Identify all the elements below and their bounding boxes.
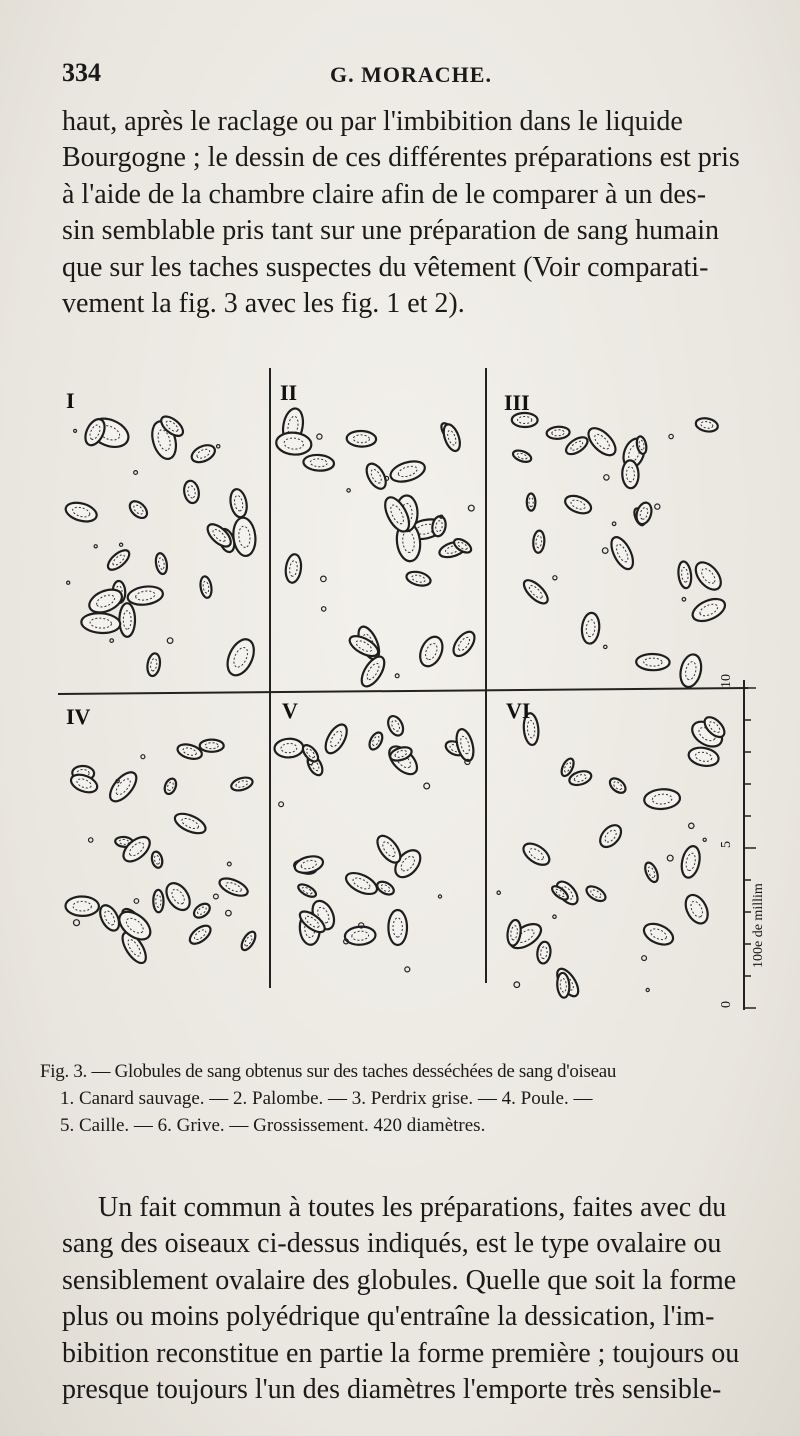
blood-cell [691,558,726,594]
page-header [62,58,752,98]
blood-cell [563,492,594,516]
blood-cell [217,875,250,899]
blood-cell [239,929,258,952]
text-line: que sur les taches suspectes du vêtement (Voir comparati- [62,251,709,283]
blood-cell [275,431,312,456]
blood-cell [527,493,536,510]
text-line: sin semblable pris tant sur une préparation de sang humain [62,215,720,247]
cell-fragment [227,862,231,866]
blood-cell [127,498,151,521]
blood-cell [65,896,99,916]
blood-cell [581,612,601,644]
blood-cell [416,633,447,669]
blood-cell [689,595,728,626]
blood-cell [343,869,380,899]
blood-cell [367,730,385,751]
blood-cell [643,861,661,884]
divider-horizontal [58,688,748,694]
cell-fragment [217,445,220,448]
cell-fragment [703,838,706,841]
blood-cell [520,839,553,869]
cell-fragment [424,783,430,789]
blood-cell [153,890,164,913]
text-line: à l'aide de la chambre claire afin de le comparer à un des- [62,178,707,210]
blood-cell [232,517,258,557]
cell-fragment [682,598,686,602]
scale-tick-5: 5 [719,841,734,848]
caption-line: 1. Canard sauvage. — 2. Palombe. — 3. Perdrix grise. — 4. Poule. — [60,1088,593,1109]
panel-label-4: IV [66,704,91,729]
blood-cell [634,501,654,526]
blood-cell [441,422,463,453]
blood-cell [607,776,628,796]
blood-cell [154,552,168,575]
blood-cell [182,480,200,505]
text-line: plus ou moins polyédrique qu'entraîne la dessication, l'im- [62,1301,715,1333]
text-line: bibition reconstitue en partie la forme première ; toujours ou [62,1337,740,1369]
blood-cell [695,416,719,433]
cell-fragment [94,545,97,548]
cell-fragment [646,988,649,991]
blood-cell [563,434,590,458]
cell-fragment [497,891,500,894]
paragraph-bottom [62,1190,742,1408]
blood-cell [556,973,570,999]
blood-cell [546,426,570,440]
blood-cell [293,854,325,876]
cell-fragment [110,639,114,643]
cell-drawings [64,407,729,1000]
blood-cell [357,653,389,690]
text-line: sensiblement ovalaire des globules. Quelle que soit la forme [62,1264,737,1296]
blood-cell [449,628,478,660]
cell-fragment [602,548,608,554]
cell-fragment [405,967,410,972]
cell-fragment [89,838,93,842]
blood-cell [172,810,208,837]
blood-cell [200,740,224,752]
scale-tick-0: 0 [719,1001,734,1008]
blood-cell [300,742,321,764]
blood-cell [163,777,179,796]
cell-fragment [120,543,123,546]
cell-fragment [514,982,520,988]
cell-fragment [322,607,326,611]
blood-cell [191,901,212,921]
cell-fragment [667,855,673,861]
blood-cell [69,771,100,795]
text-line: Un fait commun à toutes les préparations, faites avec du [98,1192,727,1223]
cell-fragment [553,915,556,918]
blood-cell [687,745,720,768]
blood-cell [584,424,620,460]
micrometer-scale [719,674,766,1010]
blood-cell [146,652,162,676]
cell-fragment [468,505,474,511]
text-line: haut, après le raclage ou par l'imbibition dans le liquide [62,106,683,137]
blood-cell [321,721,351,757]
blood-cell [641,920,676,949]
cell-fragment [317,434,322,439]
blood-cell [511,448,532,464]
blood-cell [375,879,396,897]
text-line: Bourgogne ; le dessin de ces différentes préparations est pris [62,142,740,174]
cell-fragment [604,645,607,648]
blood-cell [681,891,712,927]
scale-tick-10: 10 [719,674,734,688]
blood-cell [679,844,702,879]
blood-cell [636,654,670,671]
panel-label-3: III [504,390,530,415]
blood-cell [64,499,99,524]
blood-cell [405,570,432,588]
blood-cell [385,714,406,738]
cell-fragment [134,471,138,475]
text-line: sang des oiseaux ci-dessus indiqués, est le type ovalaire ou [62,1228,722,1260]
cell-fragment [689,823,694,828]
blood-cell [230,775,254,793]
blood-cell [677,652,704,689]
blood-cell [189,442,218,466]
blood-cell [346,430,376,447]
blood-cell [303,454,335,472]
blood-cell [284,553,302,583]
panel-label-6: VI [506,698,531,723]
blood-cell [119,603,135,637]
cell-fragment [141,755,145,759]
cell-fragment [395,674,399,678]
panel-label-5: V [282,698,298,723]
cell-fragment [655,504,660,509]
blood-cell [228,488,249,519]
blood-cell [274,738,304,758]
cell-fragment [612,522,616,526]
blood-cell [81,612,121,634]
blood-cell [373,832,405,867]
cell-fragment [669,434,673,438]
text-line: vement la fig. 3 avec les fig. 1 et 2). [62,288,465,320]
panel-label-1: I [66,388,75,413]
figure-caption [40,1058,780,1139]
blood-cell [607,534,637,572]
running-head: G. MORACHE. [330,62,492,87]
paragraph-top [62,104,742,322]
cell-fragment [604,475,609,480]
cell-fragment [347,489,350,492]
cell-fragment [438,895,441,898]
blood-cell [199,576,213,599]
blood-cell [596,821,625,851]
panel-label-2: II [280,380,298,405]
blood-cell [222,635,259,679]
blood-cell [677,561,693,589]
cell-fragment [74,920,80,926]
cell-fragment [321,576,327,582]
cell-fragment [74,429,77,432]
caption-line: 5. Caille. — 6. Grive. — Grossissement. 420 diamètres. [60,1115,486,1136]
cell-fragment [167,638,173,644]
cell-fragment [214,894,219,899]
text-line: presque toujours l'un des diamètres l'emporte très sensible- [62,1374,722,1406]
figure-blood-cells [58,368,770,1028]
caption-line: Fig. 3. — Globules de sang obtenus sur des taches desséchées de sang d'oiseau [40,1061,617,1082]
blood-cell [388,910,407,945]
blood-cell [622,460,639,488]
blood-cell [162,879,195,914]
blood-cell [520,576,551,607]
page-number: 334 [62,58,101,87]
scale-unit-label: 100e de millim [751,883,766,968]
blood-cell [533,530,546,553]
blood-cell [536,941,552,964]
blood-cell [644,788,681,810]
blood-cell [127,584,165,607]
cell-fragment [553,576,557,580]
blood-cell [454,727,477,762]
cell-fragment [279,802,284,807]
blood-cell [584,883,608,904]
cell-fragment [134,899,139,904]
blood-cell [150,851,163,869]
blood-cell [105,547,133,573]
blood-cell [388,458,427,486]
blood-cell [105,768,141,806]
blood-cell [296,882,318,899]
blood-cell-illustration [58,368,770,1028]
blood-cell [187,922,214,947]
cell-fragment [67,581,70,584]
cell-fragment [226,910,232,916]
blood-cell [344,926,376,946]
cell-fragment [642,956,647,961]
